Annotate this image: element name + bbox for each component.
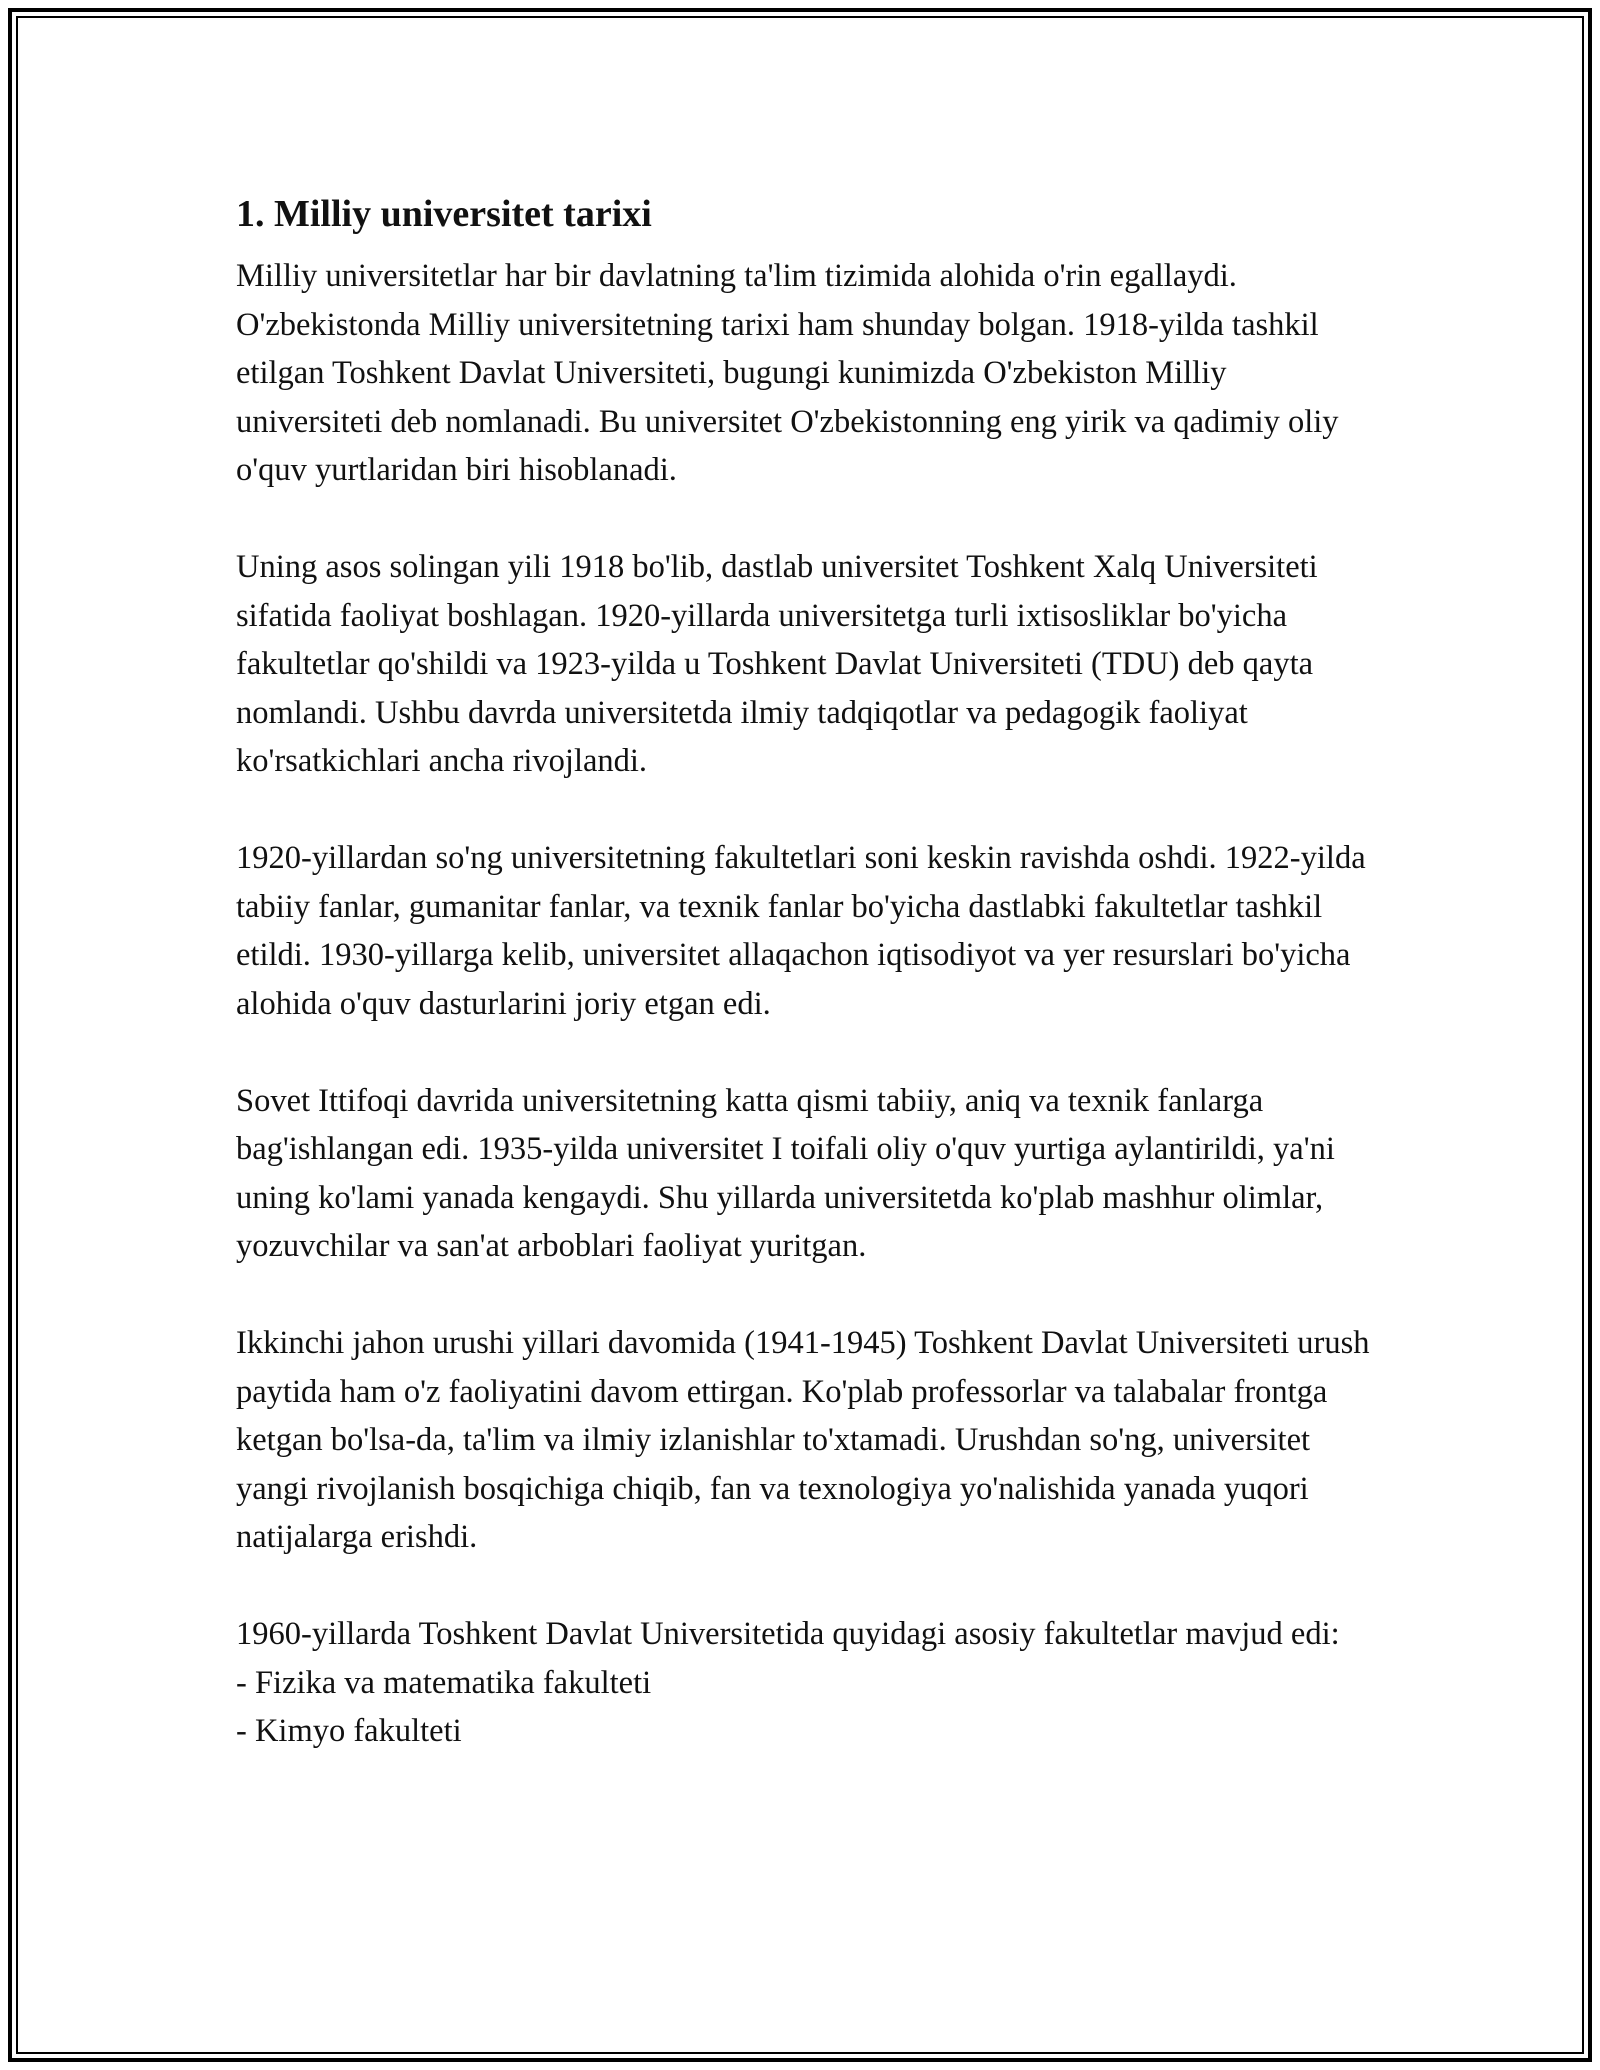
paragraph-founding: Uning asos solingan yili 1918 bo'lib, dastlab universitet Toshkent Xalq Universiteti sifatida faoliyat boshlagan. 1920-yillarda universitetga turli ixtisosliklar bo'yicha fakultetlar qo'shildi va 1923-yilda u Toshkent Davlat Universiteti (TDU) deb qayta nomlandi. Ushbu davrda universitetda ilmiy tadqiqotlar va pedagogik faoliyat ko'rsatkichlari ancha rivojlandi. (236, 549, 1318, 779)
paragraph-soviet-era: Sovet Ittifoqi davrida universitetning katta qismi tabiiy, aniq va texnik fanlarga bag'ishlangan edi. 1935-yilda universitet I toifali oliy o'quv yurtiga aylantirildi, ya'ni uning ko'lami yanada kengaydi. Shu yillarda universitetda ko'plab mashhur olimlar, yozuvchilar va san'at arboblari faoliyat yuritgan. (236, 1082, 1335, 1264)
paragraph-war-years: Ikkinchi jahon urushi yillari davomida (1941-1945) Toshkent Davlat Universiteti urush paytida ham o'z faoliyatini davom ettirgan. Ko'plab professorlar va talabalar frontga ketgan bo'lsa-da, ta'lim va ilmiy izlanishlar to'xtamadi. Urushdan so'ng, universitet yangi rivojlanish bosqichiga chiqib, fan va texnologiya yo'nalishida yanada yuqori natijalarga erishdi. (236, 1325, 1370, 1555)
list-item: - Kimyo fakulteti (236, 1707, 1376, 1756)
list-item: - Fizika va matematika fakulteti (236, 1659, 1376, 1708)
section-title: 1. Milliy universitet tarixi (236, 193, 652, 235)
paragraph-intro: Milliy universitetlar har bir davlatning ta'lim tizimida alohida o'rin egallaydi. O'zbekistonda Milliy universitetning tarixi ham shunday bolgan. 1918-yilda tashkil etilgan Toshkent Davlat Universiteti, bugungi kunimizda O'zbekiston Milliy universiteti deb nomlanadi. Bu universitet O'zbekistonning eng yirik va qadimiy oliy o'quv yurtlaridan biri hisoblanadi. (236, 258, 1339, 488)
list-intro: 1960-yillarda Toshkent Davlat Universitetida quyidagi asosiy fakultetlar mavjud edi: (236, 1616, 1340, 1652)
faculty-list (236, 1659, 1376, 1756)
paragraph-faculties-growth: 1920-yillardan so'ng universitetning fakultetlari soni keskin ravishda oshdi. 1922-yilda tabiiy fanlar, gumanitar fanlar, va texnik fanlar bo'yicha dastlabki fakultetlar tashkil etildi. 1930-yillarga kelib, universitet allaqachon iqtisodiyot va yer resurslari bo'yicha alohida o'quv dasturlarini joriy etgan edi. (236, 840, 1366, 1022)
document-body (236, 188, 1376, 1756)
